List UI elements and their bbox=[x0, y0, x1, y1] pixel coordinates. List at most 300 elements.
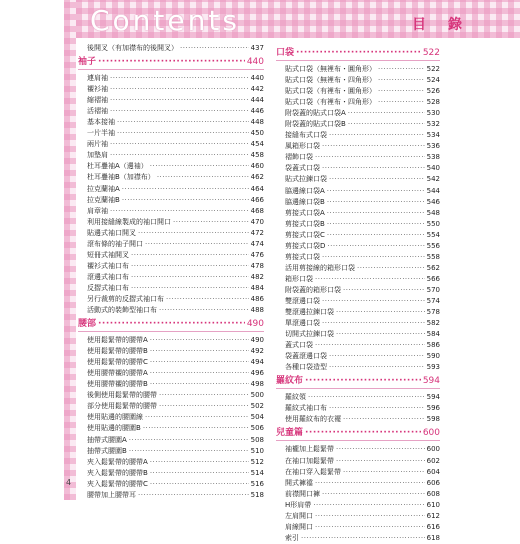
toc-entry[interactable] bbox=[276, 130, 440, 141]
entry-title: 脇邊線口袋A bbox=[285, 186, 325, 195]
entry-title: 夾入鬆緊帶的腰帶A bbox=[87, 457, 148, 466]
leader-dots bbox=[305, 375, 421, 388]
leader-dots bbox=[308, 392, 425, 403]
leader-dots bbox=[129, 446, 249, 457]
leader-dots bbox=[336, 329, 425, 340]
page-ref: 536 bbox=[426, 142, 440, 151]
toc-entry[interactable] bbox=[276, 318, 440, 329]
toc-entry[interactable] bbox=[276, 119, 440, 130]
entry-title: 索引 bbox=[285, 533, 299, 542]
entry-title: 雙滾邊口袋 bbox=[285, 296, 320, 305]
entry-title: 短冊式袖開叉 bbox=[87, 250, 129, 259]
toc-entry[interactable] bbox=[276, 208, 440, 219]
page-ref: 437 bbox=[250, 44, 264, 52]
leader-dots bbox=[159, 305, 249, 316]
toc-entry[interactable] bbox=[276, 456, 440, 467]
entry-title: 使用鬆緊帶的腰帶A bbox=[87, 336, 148, 345]
toc-entry[interactable] bbox=[78, 294, 264, 305]
toc-entry[interactable] bbox=[78, 43, 264, 54]
toc-right-column bbox=[276, 43, 440, 544]
leader-dots bbox=[122, 184, 249, 195]
toc-entry[interactable] bbox=[78, 423, 264, 434]
entry-title: 前襟開口褲 bbox=[285, 489, 320, 498]
page-ref: 464 bbox=[250, 184, 264, 193]
page-ref: 470 bbox=[250, 217, 264, 226]
leader-dots bbox=[322, 318, 425, 329]
toc-entry[interactable] bbox=[276, 197, 440, 208]
toc-entry[interactable] bbox=[78, 368, 264, 379]
entry-title: 切開式拉鍊口袋 bbox=[285, 330, 334, 339]
entry-title: 剪接式口袋C bbox=[285, 230, 325, 239]
leader-dots bbox=[327, 241, 424, 252]
leader-dots bbox=[131, 250, 249, 261]
entry-title: 連肩袖 bbox=[87, 74, 108, 83]
toc-entry[interactable] bbox=[78, 357, 264, 368]
toc-entry[interactable] bbox=[78, 195, 264, 206]
entry-title: 反摺式袖口布 bbox=[87, 283, 129, 292]
page-ref: 502 bbox=[250, 402, 264, 411]
page-ref: 496 bbox=[250, 369, 264, 378]
page-ref: 548 bbox=[426, 208, 440, 217]
toc-entry[interactable] bbox=[276, 86, 440, 97]
leader-dots bbox=[315, 478, 425, 489]
entry-title: 在袖口加鬆緊帶 bbox=[285, 456, 334, 465]
leader-dots bbox=[378, 97, 425, 108]
page-ref: 544 bbox=[426, 186, 440, 195]
entry-title: 兩片袖 bbox=[87, 140, 108, 149]
entry-title: 使用鬆緊帶的腰帶B bbox=[87, 347, 148, 356]
toc-entry[interactable] bbox=[78, 150, 264, 161]
page-ref: 472 bbox=[250, 228, 264, 237]
entry-title: 使用鬆緊帶的腰帶C bbox=[87, 358, 148, 367]
entry-title: 羅紋式袖口布 bbox=[285, 404, 327, 413]
toc-entry[interactable] bbox=[78, 206, 264, 217]
leader-dots bbox=[157, 172, 249, 183]
entry-title: 貼式口袋（有裡布・圓角形） bbox=[285, 87, 376, 96]
page-ref: 484 bbox=[250, 283, 264, 292]
entry-title: 貼式口袋（有裡布・四角形） bbox=[285, 98, 376, 107]
entry-title: 滾布條的袖子開口 bbox=[87, 239, 143, 248]
leader-dots bbox=[143, 423, 249, 434]
leader-dots bbox=[129, 435, 249, 446]
toc-entry[interactable] bbox=[78, 84, 264, 95]
toc-entry[interactable] bbox=[276, 252, 440, 263]
page-ref: 566 bbox=[426, 274, 440, 283]
leader-dots bbox=[110, 206, 249, 217]
toc-entry[interactable] bbox=[78, 250, 264, 261]
section-title: 兒童篇 bbox=[276, 428, 304, 439]
page-ref: 594 bbox=[422, 376, 440, 387]
leader-dots bbox=[322, 296, 425, 307]
entry-title: 剪接式口袋B bbox=[285, 219, 325, 228]
toc-section-heading[interactable] bbox=[78, 318, 264, 332]
page-ref: 586 bbox=[426, 341, 440, 350]
toc-entry[interactable] bbox=[276, 351, 440, 362]
page-ref: 460 bbox=[250, 162, 264, 171]
toc-entry[interactable] bbox=[276, 522, 440, 533]
toc-entry[interactable] bbox=[78, 217, 264, 228]
leader-dots bbox=[322, 489, 425, 500]
page-ref: 510 bbox=[250, 446, 264, 455]
entry-title: 加墊肩 bbox=[87, 151, 108, 160]
page-ref: 522 bbox=[426, 65, 440, 73]
toc-entry[interactable] bbox=[276, 108, 440, 119]
toc-entry[interactable] bbox=[78, 446, 264, 457]
leader-dots bbox=[150, 335, 249, 346]
page-ref: 468 bbox=[250, 206, 264, 215]
entry-title: 基本接袖 bbox=[87, 118, 115, 127]
toc-entry[interactable] bbox=[78, 139, 264, 150]
entry-title: 滾邊式袖口布 bbox=[87, 272, 129, 281]
toc-entry[interactable] bbox=[78, 468, 264, 479]
leader-dots bbox=[327, 208, 425, 219]
leader-dots bbox=[138, 228, 249, 239]
page-ref: 608 bbox=[426, 489, 440, 498]
leader-dots bbox=[110, 150, 249, 161]
leader-dots bbox=[322, 141, 425, 152]
toc-entry[interactable] bbox=[78, 73, 264, 84]
page-ref: 574 bbox=[426, 296, 440, 305]
toc-entry[interactable] bbox=[276, 340, 440, 351]
toc-section-heading[interactable] bbox=[276, 427, 440, 441]
page-number: 4 bbox=[66, 478, 72, 487]
leader-dots bbox=[159, 390, 249, 401]
toc-entry[interactable] bbox=[276, 511, 440, 522]
entry-title: 一片半袖 bbox=[87, 129, 115, 138]
leader-dots bbox=[110, 139, 249, 150]
toc-entry[interactable] bbox=[78, 346, 264, 357]
toc-entry[interactable] bbox=[78, 283, 264, 294]
page-ref: 490 bbox=[250, 336, 264, 345]
page-ref: 474 bbox=[250, 239, 264, 248]
entry-title: 貼式口袋（無裡布・圓角形） bbox=[285, 65, 376, 73]
leader-dots bbox=[117, 128, 249, 139]
toc-entry[interactable] bbox=[78, 412, 264, 423]
entry-title: 開式褲襠 bbox=[285, 478, 313, 487]
page-ref: 554 bbox=[426, 230, 440, 239]
entry-title: 夾入鬆緊帶的腰帶C bbox=[87, 479, 148, 488]
entry-title: 肩章袖 bbox=[87, 206, 108, 215]
page-ref: 582 bbox=[426, 319, 440, 328]
toc-left-column bbox=[78, 43, 264, 501]
toc-entry[interactable] bbox=[78, 95, 264, 106]
entry-title: 雙滾邊拉鍊口袋 bbox=[285, 308, 334, 317]
page-ref: 528 bbox=[426, 98, 440, 107]
leader-dots bbox=[150, 368, 249, 379]
page-ref: 514 bbox=[250, 468, 264, 477]
page-ref: 440 bbox=[250, 74, 264, 83]
entry-title: 後開叉（有加襟布的後開叉） bbox=[87, 44, 178, 52]
leader-dots bbox=[110, 84, 249, 95]
toc-entry[interactable] bbox=[276, 444, 440, 455]
entry-title: 襯衫式袖口布 bbox=[87, 261, 129, 270]
leader-dots bbox=[122, 195, 249, 206]
leader-dots bbox=[336, 307, 425, 318]
leader-dots bbox=[313, 500, 424, 511]
page-ref: 518 bbox=[250, 490, 264, 499]
toc-entry[interactable] bbox=[276, 163, 440, 174]
toc-entry[interactable] bbox=[78, 490, 264, 501]
leader-dots bbox=[322, 252, 425, 263]
leader-dots bbox=[150, 468, 249, 479]
page-ref: 550 bbox=[426, 219, 440, 228]
leader-dots bbox=[305, 427, 421, 440]
toc-entry[interactable] bbox=[78, 379, 264, 390]
toc-entry[interactable] bbox=[78, 335, 264, 346]
entry-title: 使用貼邊的腰圍線 bbox=[87, 413, 143, 422]
toc-entry[interactable] bbox=[276, 296, 440, 307]
entry-title: 單滾邊口袋 bbox=[285, 319, 320, 328]
page-ref: 442 bbox=[250, 85, 264, 94]
toc-entry[interactable] bbox=[78, 305, 264, 316]
toc-entry[interactable] bbox=[276, 75, 440, 86]
toc-entry[interactable] bbox=[276, 97, 440, 108]
toc-entry[interactable] bbox=[276, 414, 440, 425]
leader-dots bbox=[301, 533, 425, 544]
toc-entry[interactable] bbox=[78, 184, 264, 195]
page-ref: 594 bbox=[426, 393, 440, 402]
toc-entry[interactable] bbox=[78, 228, 264, 239]
leader-dots bbox=[159, 401, 249, 412]
leader-dots bbox=[98, 318, 245, 331]
page-ref: 540 bbox=[426, 164, 440, 173]
entry-title: 肩線開口 bbox=[285, 522, 313, 531]
page-ref: 478 bbox=[250, 261, 264, 270]
entry-title: 夾入鬆緊帶的腰帶B bbox=[87, 468, 148, 477]
page-ref: 512 bbox=[250, 457, 264, 466]
toc-entry[interactable] bbox=[276, 533, 440, 544]
toc-entry[interactable] bbox=[78, 239, 264, 250]
toc-entry[interactable] bbox=[78, 390, 264, 401]
page-ref: 600 bbox=[422, 428, 440, 439]
leader-dots bbox=[150, 379, 249, 390]
toc-entry[interactable] bbox=[276, 263, 440, 274]
page-ref: 593 bbox=[426, 363, 440, 372]
entry-title: 剪接式口袋A bbox=[285, 208, 325, 217]
page-title-chinese: 目 錄 bbox=[412, 17, 466, 33]
toc-entry[interactable] bbox=[276, 329, 440, 340]
toc-entry[interactable] bbox=[78, 261, 264, 272]
leader-dots bbox=[378, 64, 425, 75]
toc-entry[interactable] bbox=[78, 106, 264, 117]
entry-title: 拉克蘭袖A bbox=[87, 184, 120, 193]
page-ref: 562 bbox=[426, 263, 440, 272]
entry-title: 貼式口袋（無裡布・四角形） bbox=[285, 76, 376, 85]
page-ref: 618 bbox=[426, 533, 440, 542]
page-ref: 440 bbox=[246, 57, 264, 68]
toc-entry[interactable] bbox=[78, 161, 264, 172]
entry-title: 剪接式口袋D bbox=[285, 241, 326, 250]
leader-dots bbox=[329, 403, 425, 414]
side-gingham-strip bbox=[64, 0, 76, 500]
leader-dots bbox=[98, 56, 245, 69]
page-ref: 482 bbox=[250, 272, 264, 281]
toc-entry[interactable] bbox=[276, 362, 440, 373]
toc-entry[interactable] bbox=[276, 174, 440, 185]
leader-dots bbox=[145, 412, 249, 423]
page-ref: 610 bbox=[426, 500, 440, 509]
entry-title: 袖襱加上鬆緊帶 bbox=[285, 445, 334, 454]
page-ref: 462 bbox=[250, 173, 264, 182]
section-title: 羅紋布 bbox=[276, 376, 304, 387]
entry-title: 褶飾口袋 bbox=[285, 153, 313, 162]
toc-entry[interactable] bbox=[276, 403, 440, 414]
page-ref: 590 bbox=[426, 352, 440, 361]
entry-title: 貼邊式袖口開叉 bbox=[87, 228, 136, 237]
toc-entry[interactable] bbox=[78, 272, 264, 283]
toc-section-heading[interactable] bbox=[276, 47, 440, 61]
toc-entry[interactable] bbox=[276, 500, 440, 511]
entry-title: 杜耳疊袖B（加襟布） bbox=[87, 173, 155, 182]
toc-entry[interactable] bbox=[276, 489, 440, 500]
entry-title: H形肩帶 bbox=[285, 500, 312, 509]
entry-title: 在袖口穿入鬆緊帶 bbox=[285, 467, 341, 476]
page-ref: 508 bbox=[250, 435, 264, 444]
page-ref: 458 bbox=[250, 151, 264, 160]
leader-dots bbox=[329, 174, 425, 185]
page-ref: 616 bbox=[426, 522, 440, 531]
entry-title: 使用羅紋布的衣襬 bbox=[285, 415, 341, 424]
entry-title: 活褶袖 bbox=[87, 107, 108, 116]
entry-title: 袋蓋滾邊口袋 bbox=[285, 352, 327, 361]
toc-entry[interactable] bbox=[78, 457, 264, 468]
entry-title: 抽帶式腰圍B bbox=[87, 446, 127, 455]
toc-section-heading[interactable] bbox=[78, 56, 264, 70]
page-ref: 534 bbox=[426, 131, 440, 140]
toc-entry[interactable] bbox=[276, 219, 440, 230]
entry-title: 活動式的裝飾型袖口布 bbox=[87, 306, 157, 315]
toc-entry[interactable] bbox=[276, 230, 440, 241]
page-ref: 578 bbox=[426, 308, 440, 317]
toc-entry[interactable] bbox=[78, 128, 264, 139]
leader-dots bbox=[315, 274, 425, 285]
page-ref: 598 bbox=[426, 415, 440, 424]
toc-entry[interactable] bbox=[276, 241, 440, 252]
leader-dots bbox=[296, 47, 421, 60]
page-ref: 490 bbox=[246, 319, 264, 330]
toc-entry[interactable] bbox=[276, 186, 440, 197]
entry-title: 另行裁剪的反摺式袖口布 bbox=[87, 294, 164, 303]
leader-dots bbox=[166, 294, 249, 305]
entry-title: 縮褶袖 bbox=[87, 96, 108, 105]
toc-entry[interactable] bbox=[276, 285, 440, 296]
section-title: 腰部 bbox=[78, 319, 97, 330]
leader-dots bbox=[322, 163, 425, 174]
leader-dots bbox=[315, 522, 425, 533]
page-ref: 606 bbox=[426, 478, 440, 487]
page-ref: 602 bbox=[426, 456, 440, 465]
entry-title: 襯衫袖 bbox=[87, 85, 108, 94]
leader-dots bbox=[180, 43, 249, 54]
toc-entry[interactable] bbox=[78, 479, 264, 490]
entry-title: 使用腰帶襯的腰帶A bbox=[87, 369, 148, 378]
leader-dots bbox=[150, 357, 249, 368]
toc-entry[interactable] bbox=[78, 172, 264, 183]
leader-dots bbox=[150, 346, 249, 357]
page-ref: 504 bbox=[250, 413, 264, 422]
page-ref: 522 bbox=[422, 48, 440, 58]
page-ref: 446 bbox=[250, 107, 264, 116]
page-ref: 486 bbox=[250, 294, 264, 303]
leader-dots bbox=[343, 285, 425, 296]
page-ref: 526 bbox=[426, 87, 440, 96]
toc-entry[interactable] bbox=[78, 117, 264, 128]
entry-title: 拉克蘭袖B bbox=[87, 195, 120, 204]
entry-title: 脇邊線口袋B bbox=[285, 197, 325, 206]
entry-title: 各種口袋造型 bbox=[285, 363, 327, 372]
page-ref: 542 bbox=[426, 175, 440, 184]
entry-title: 部分使用鬆緊帶的腰帶 bbox=[87, 402, 157, 411]
page-ref: 530 bbox=[426, 109, 440, 118]
page-ref: 596 bbox=[426, 404, 440, 413]
leader-dots bbox=[343, 414, 425, 425]
leader-dots bbox=[378, 86, 425, 97]
entry-title: 利用接縫線製成的袖口開口 bbox=[87, 217, 171, 226]
leader-dots bbox=[315, 511, 425, 522]
toc-entry[interactable] bbox=[276, 274, 440, 285]
page-ref: 454 bbox=[250, 140, 264, 149]
entry-title: 活用剪接線的箱形口袋 bbox=[285, 263, 355, 272]
toc-section-heading[interactable] bbox=[276, 375, 440, 389]
page-ref: 492 bbox=[250, 347, 264, 356]
entry-title: 接縫布式口袋 bbox=[285, 131, 327, 140]
leader-dots bbox=[131, 272, 249, 283]
toc-entry[interactable] bbox=[276, 467, 440, 478]
leader-dots bbox=[117, 117, 249, 128]
page-ref: 444 bbox=[250, 96, 264, 105]
leader-dots bbox=[173, 217, 249, 228]
entry-title: 羅紋領 bbox=[285, 393, 306, 402]
toc-entry[interactable] bbox=[276, 64, 440, 75]
leader-dots bbox=[315, 340, 425, 351]
leader-dots bbox=[145, 239, 249, 250]
leader-dots bbox=[150, 479, 249, 490]
entry-title: 左肩開口 bbox=[285, 511, 313, 520]
entry-title: 腰帶加上腰帶耳 bbox=[87, 490, 136, 499]
leader-dots bbox=[110, 73, 249, 84]
toc-entry[interactable] bbox=[276, 152, 440, 163]
page-ref: 546 bbox=[426, 197, 440, 206]
page-ref: 600 bbox=[426, 445, 440, 454]
page-ref: 604 bbox=[426, 467, 440, 476]
entry-title: 貼式拉鍊口袋 bbox=[285, 175, 327, 184]
entry-title: 杜耳疊袖A（邊袖） bbox=[87, 162, 148, 171]
page-ref: 466 bbox=[250, 195, 264, 204]
page-ref: 556 bbox=[426, 241, 440, 250]
leader-dots bbox=[138, 490, 249, 501]
toc-entry[interactable] bbox=[78, 435, 264, 446]
leader-dots bbox=[348, 119, 425, 130]
leader-dots bbox=[329, 362, 425, 373]
toc-entry[interactable] bbox=[276, 141, 440, 152]
section-title: 袖子 bbox=[78, 57, 97, 68]
toc-entry[interactable] bbox=[276, 392, 440, 403]
page-ref: 476 bbox=[250, 250, 264, 259]
leader-dots bbox=[131, 283, 249, 294]
toc-entry[interactable] bbox=[78, 401, 264, 412]
leader-dots bbox=[336, 456, 425, 467]
entry-title: 箱形口袋 bbox=[285, 274, 313, 283]
toc-entry[interactable] bbox=[276, 478, 440, 489]
leader-dots bbox=[150, 457, 249, 468]
page-ref: 558 bbox=[426, 252, 440, 261]
toc-entry[interactable] bbox=[276, 307, 440, 318]
entry-title: 袋蓋式口袋 bbox=[285, 164, 320, 173]
page-ref: 516 bbox=[250, 479, 264, 488]
leader-dots bbox=[327, 219, 425, 230]
leader-dots bbox=[378, 75, 425, 86]
entry-title: 附袋蓋的貼式口袋A bbox=[285, 109, 346, 118]
